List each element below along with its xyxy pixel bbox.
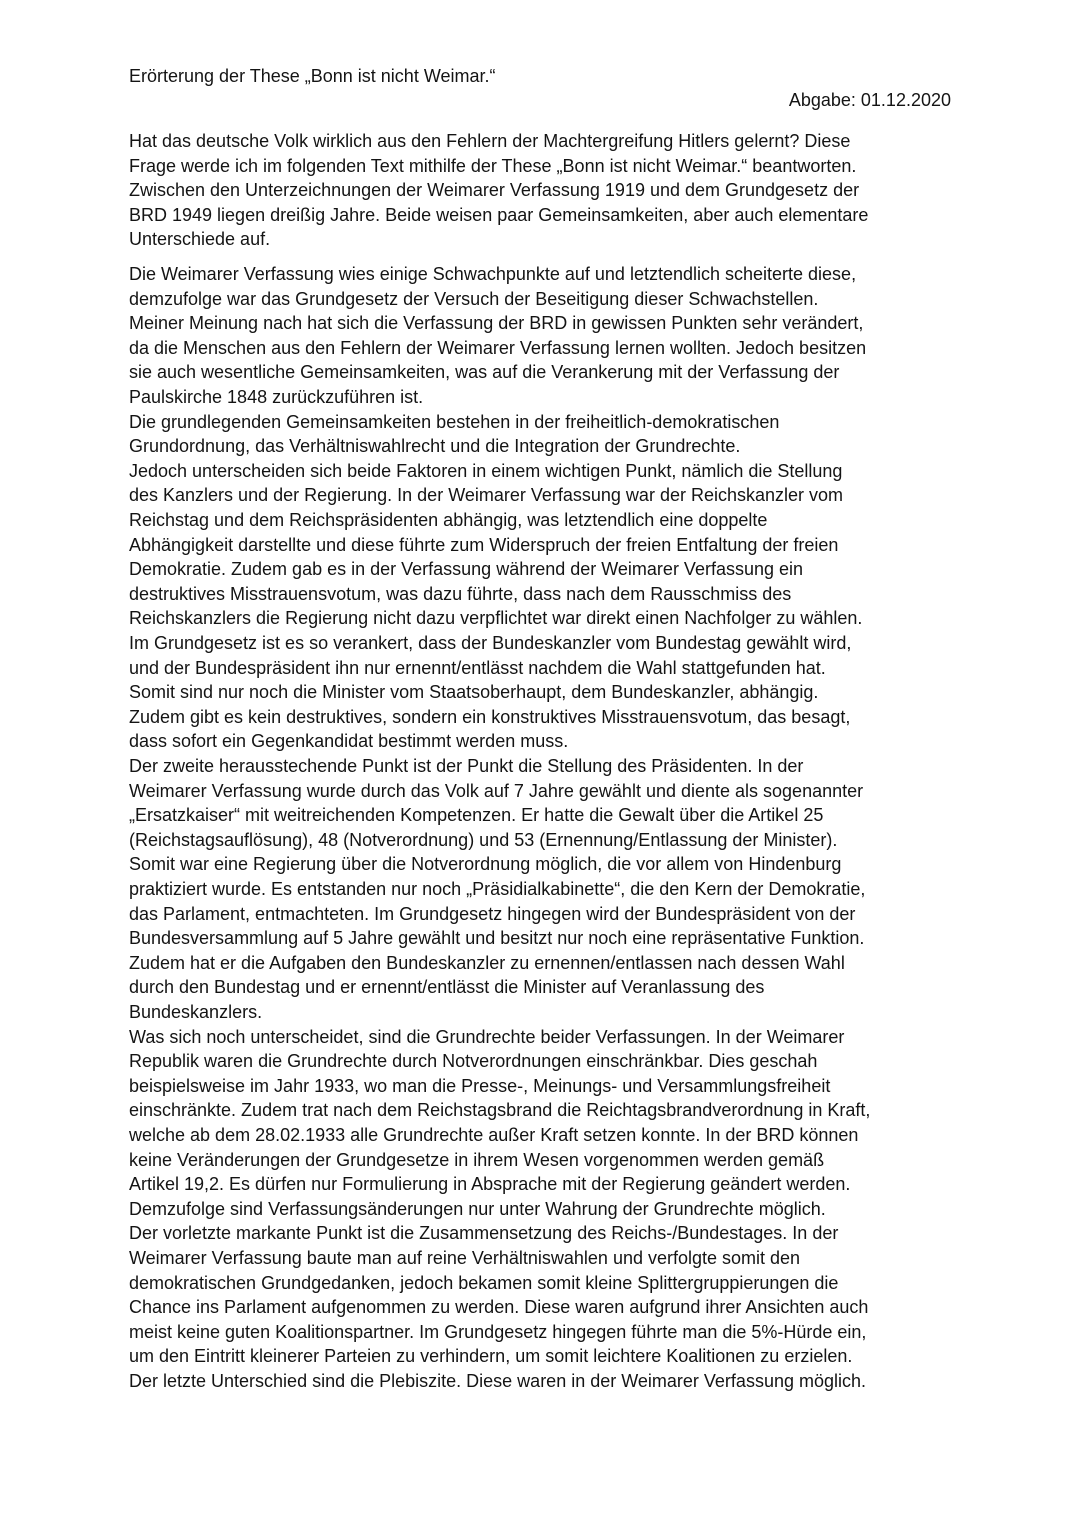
text-line: und der Bundespräsident ihn nur ernennt/entlässt nachdem die Wahl stattgefunden hat. bbox=[129, 657, 826, 678]
text-line: Weimarer Verfassung wurde durch das Volk auf 7 Jahre gewählt und diente als sogenannter bbox=[129, 780, 864, 801]
text-line: Zwischen den Unterzeichnungen der Weimarer Verfassung 1919 und dem Grundgesetz der bbox=[129, 180, 860, 201]
text-line: Abhängigkeit darstellte und diese führte zum Widerspruch der freien Entfaltung der freien bbox=[129, 534, 839, 555]
text-line: beispielsweise im Jahr 1933, wo man die Presse-, Meinungs- und Versammlungsfreiheit bbox=[129, 1075, 831, 1096]
text-line: Der letzte Unterschied sind die Plebiszite. Diese waren in der Weimarer Verfassung möglich. bbox=[129, 1371, 866, 1391]
text-line: Bundeskanzlers. bbox=[129, 1002, 263, 1022]
text-line: Republik waren die Grundrechte durch Notverordnungen einschränkbar. Dies geschah bbox=[129, 1051, 818, 1072]
text-line: Weimarer Verfassung baute man auf reine Verhältniswahlen und verfolgte somit den bbox=[129, 1248, 801, 1268]
text-line: Zudem gibt es kein destruktives, sondern ein konstruktives Misstrauensvotum, das besagt, bbox=[129, 706, 851, 727]
text-line: Die Weimarer Verfassung wies einige Schwachpunkte auf und letztendlich scheiterte diese, bbox=[129, 264, 857, 284]
text-line: destruktives Misstrauensvotum, was dazu führte, dass nach dem Rausschmiss des bbox=[129, 583, 792, 604]
text-line: da die Menschen aus den Fehlern der Weimarer Verfassung lernen wollten. Jedoch besitzen bbox=[129, 337, 867, 358]
text-line: Demzufolge sind Verfassungsänderungen nur unter Wahrung der Grundrechte möglich. bbox=[129, 1198, 826, 1219]
text-line: sie auch wesentliche Gemeinsamkeiten, was auf die Verankerung mit der Verfassung der bbox=[129, 362, 840, 383]
text-line: keine Veränderungen der Grundgesetze in ihrem Wesen vorgenommen werden gemäß bbox=[129, 1149, 825, 1170]
text-line: Meiner Meinung nach hat sich die Verfassung der BRD in gewissen Punkten sehr verändert, bbox=[129, 313, 864, 334]
text-line: Der zweite herausstechende Punkt ist der Punkt die Stellung des Präsidenten. In der bbox=[129, 756, 804, 776]
text-line: Hat das deutsche Volk wirklich aus den Fehlern der Machtergreifung Hitlers gelernt? Diese bbox=[129, 131, 851, 151]
text-line: Reichstag und dem Reichspräsidenten abhängig, was letztendlich eine doppelte bbox=[129, 510, 768, 530]
text-line: Zudem hat er die Aufgaben den Bundeskanzler zu ernennen/entlassen nach dessen Wahl bbox=[129, 952, 845, 973]
text-line: Reichskanzlers die Regierung nicht dazu verpflichtet war direkt einen Nachfolger zu wählen. bbox=[129, 608, 863, 629]
text-line: durch den Bundestag und er ernennt/entlässt die Minister auf Veranlassung des bbox=[129, 977, 765, 998]
text-line: Paulskirche 1848 zurückzuführen ist. bbox=[129, 387, 424, 407]
text-line: um den Eintritt kleinerer Parteien zu verhindern, um somit leichtere Koalitionen zu erzielen. bbox=[129, 1346, 853, 1367]
text-line: Jedoch unterscheiden sich beide Faktoren in einem wichtigen Punkt, nämlich die Stellung bbox=[129, 460, 843, 481]
text-line: dass sofort ein Gegenkandidat bestimmt werden muss. bbox=[129, 731, 569, 752]
text-line: demzufolge war das Grundgesetz der Versuch der Beseitigung dieser Schwachstellen. bbox=[129, 288, 819, 309]
text-line: Grundordnung, das Verhältniswahlrecht und die Integration der Grundrechte. bbox=[129, 436, 741, 457]
text-line: „Ersatzkaiser“ mit weitreichenden Kompetenzen. Er hatte die Gewalt über die Artikel 25 bbox=[129, 805, 824, 826]
text-line: Was sich noch unterscheidet, sind die Grundrechte beider Verfassungen. In der Weimarer bbox=[129, 1026, 845, 1047]
text-line: Der vorletzte markante Punkt ist die Zusammensetzung des Reichs-/Bundestages. In der bbox=[129, 1223, 839, 1244]
due-date: Abgabe: 01.12.2020 bbox=[788, 90, 951, 110]
text-line: demokratischen Grundgedanken, jedoch bekamen somit kleine Splittergruppierungen die bbox=[129, 1272, 839, 1293]
text-line: Chance ins Parlament aufgenommen zu werden. Diese waren aufgrund ihrer Ansichten auch bbox=[129, 1297, 869, 1318]
text-line: Somit sind nur noch die Minister vom Staatsoberhaupt, dem Bundeskanzler, abhängig. bbox=[129, 682, 819, 703]
document-title: Erörterung der These „Bonn ist nicht Weimar.“ bbox=[129, 66, 496, 86]
text-line: Frage werde ich im folgenden Text mithilfe der These „Bonn ist nicht Weimar.“ beantworten. bbox=[129, 155, 857, 176]
text-line: welche ab dem 28.02.1933 alle Grundrechte außer Kraft setzen konnte. In der BRD können bbox=[129, 1125, 859, 1145]
text-line: meist keine guten Koalitionspartner. Im Grundgesetz hingegen führte man die 5%-Hürde ein, bbox=[129, 1321, 867, 1342]
text-line: Im Grundgesetz ist es so verankert, dass der Bundeskanzler vom Bundestag gewählt wird, bbox=[129, 633, 852, 653]
text-line: einschränkte. Zudem trat nach dem Reichstagsbrand die Reichtagsbrandverordnung in Kraft, bbox=[129, 1100, 871, 1121]
text-line: Somit war eine Regierung über die Notverordnung möglich, die vor allem von Hindenburg bbox=[129, 854, 842, 875]
text-line: Die grundlegenden Gemeinsamkeiten bestehen in der freiheitlich-demokratischen bbox=[129, 411, 780, 432]
text-line: Unterschiede auf. bbox=[129, 229, 271, 250]
text-line: Demokratie. Zudem gab es in der Verfassung während der Weimarer Verfassung ein bbox=[129, 559, 804, 580]
text-line: des Kanzlers und der Regierung. In der Weimarer Verfassung war der Reichskanzler vom bbox=[129, 485, 844, 506]
text-line: Artikel 19,2. Es dürfen nur Formulierung in Absprache mit der Regierung geändert werden. bbox=[129, 1174, 851, 1195]
text-line: das Parlament, entmachteten. Im Grundgesetz hingegen wird der Bundespräsident von der bbox=[129, 903, 856, 924]
text-line: BRD 1949 liegen dreißig Jahre. Beide weisen paar Gemeinsamkeiten, aber auch elementare bbox=[129, 204, 869, 225]
text-line: Bundesversammlung auf 5 Jahre gewählt und besitzt nur noch eine repräsentative Funktion. bbox=[129, 928, 865, 949]
text-line: (Reichstagsauflösung), 48 (Notverordnung) und 53 (Ernennung/Entlassung der Minister). bbox=[129, 829, 838, 850]
text-line: praktiziert wurde. Es entstanden nur noch „Präsidialkabinette“, die den Kern der Demokratie, bbox=[129, 879, 866, 899]
